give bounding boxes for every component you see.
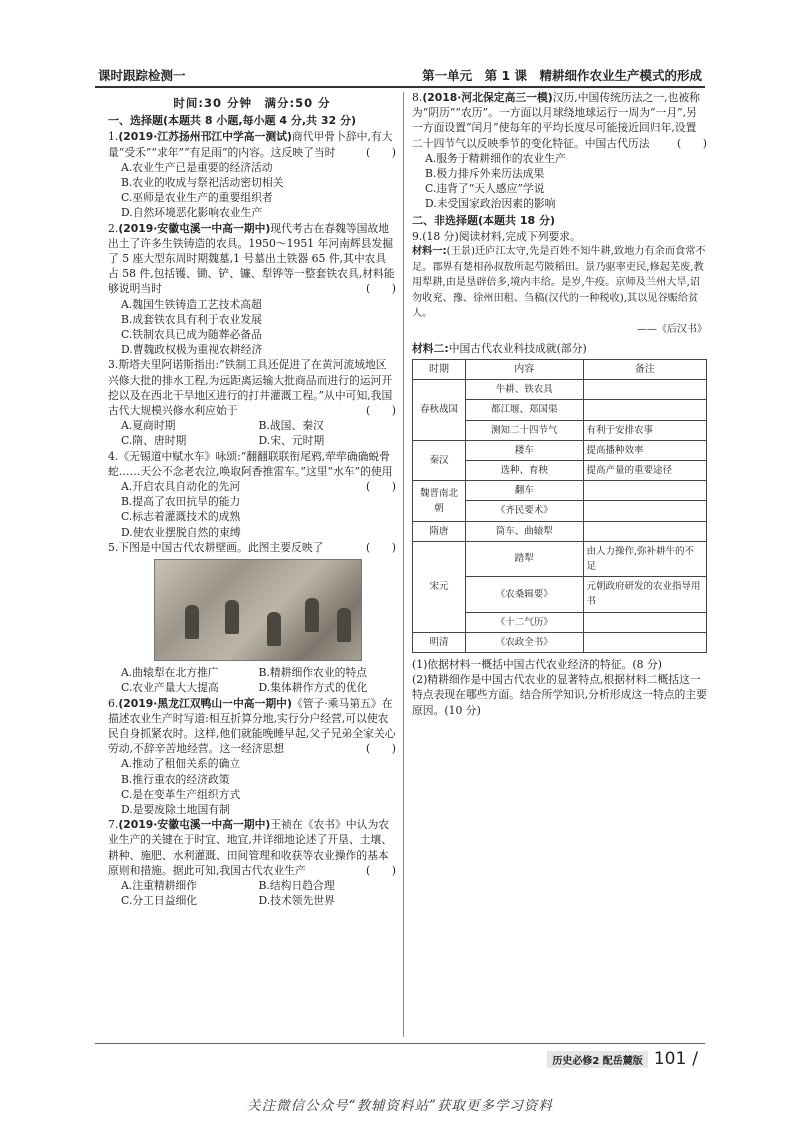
option-c: C.巫师是农业生产的重要组织者 <box>121 191 273 205</box>
figure-shape <box>225 600 239 634</box>
option-c: C.分工日益细化 <box>121 894 198 908</box>
answer-paren: ( ) <box>365 404 396 418</box>
question-text: 《管子·乘马第五》在描述农业生产时写道:相互折算分地,实行分户经营,可以使农民自身抓紧农时。这样,他们就能晚睡早起,父子兄弟全家关心劳动,不辞辛苦地经营。这一经济思想 <box>108 696 396 756</box>
content-cell: 测知二十四节气 <box>465 420 583 440</box>
content-cell: 筒车、曲辕犁 <box>465 521 583 541</box>
material-1-text: (王景)迁庐江太守,先是百姓不知牛耕,致地力有余而食常不足。郡界有楚相孙叔敖所起芍陂稻田。景乃驱率吏民,修起芜废,教用犁耕,由是垦辟倍多,境内丰给。是岁,牛疫。京师及兰州大旱,诏勿收兖、豫、徐州田租、刍稿(汉代的一种税收),其以见谷赈给贫人。 <box>412 246 706 320</box>
option-d: D.曹魏政权极为重视农耕经济 <box>121 343 263 357</box>
ask-1: (1)依据材料一概括中国古代农业经济的特征。(8 分) <box>412 657 662 671</box>
note-cell: 提高播种效率 <box>583 440 707 460</box>
note-cell <box>583 400 707 420</box>
table-row <box>413 440 707 460</box>
book-label: 历史必修2 配岳麓版 <box>547 1051 647 1068</box>
answer-paren: ( ) <box>365 742 396 756</box>
content-cell: 翻车 <box>465 481 583 501</box>
table-row <box>413 521 707 541</box>
note-cell <box>583 521 707 541</box>
note-cell: 有利于安排农事 <box>583 420 707 440</box>
option-d: D.宋、元时期 <box>258 434 325 448</box>
footer-tag <box>547 1049 698 1069</box>
question-source: (2018·河北保定高三一模) <box>422 91 553 104</box>
ask-2: (2)精耕细作是中国古代农业的显著特点,根据材料二概括这一特点表现在哪些方面。结合所学知识,分析形成这一特点的主要原因。(10 分) <box>412 673 707 717</box>
question-text: 现代考古在春魏等国故地出土了许多生铁铸造的农具。1950～1951 年河南辉县发掘了 5 座大型东周时期魏墓,1 号墓出土铁器 65 件,其中农具占 58 件,包括镬、锄、铲、镰、犁铧等一整套铁农具,材料能够说明当时 <box>108 221 395 296</box>
note-cell <box>583 632 707 652</box>
material-1-label: 材料一: <box>412 246 447 258</box>
option-d: D.自然环境恶化影响农业生产 <box>121 206 263 220</box>
option-c: C.铁制农具已成为随葬必备品 <box>121 328 262 342</box>
option-b: B.精耕细作农业的特点 <box>258 666 368 680</box>
question-text: 汉历,中国传统历法之一,也被称为“阴历”“农历”。一方面以月球绕地球运行一周为“一月”,另一方面设置“闰月”使每年的平均长度尽可能接近回归年,设置二十四节气以反映季节的变化特征。中国古代历法 <box>412 91 700 150</box>
page-header <box>98 66 702 86</box>
content-cell: 踏犁 <box>465 541 583 576</box>
left-column <box>108 90 396 908</box>
option-b: B.成套铁农具有利于农业发展 <box>121 312 262 326</box>
question-source: (2019·黑龙江双鸭山一中高一期中) <box>118 696 292 710</box>
header-left: 课时跟踪检测一 <box>98 68 186 83</box>
note-cell: 元朝政府研发的农业指导用书 <box>583 577 707 612</box>
option-c: C.违背了“天人感应”学说 <box>425 182 545 196</box>
table-row <box>413 380 707 400</box>
option-d: D.技术领先世界 <box>258 894 335 908</box>
question-1: 1.(2019·江苏扬州邗江中学高一测试)商代甲骨卜辞中,有大量“受禾”“求年”“有足雨”的内容。这反映了当时 ( ) A.农业生产已是重要的经济活动 B.农业的收成与祭祀活动密切相关 C.巫师是农业生产的重要组织者 D.自然环境恶化影响农业生产 <box>108 130 396 220</box>
option-d: D.集体耕作方式的优化 <box>258 681 368 695</box>
question-3: 3.斯塔夫里阿诺斯指出:“铁制工具还促进了在黄河流域地区兴修大批的排水工程,为远距离运输大批商品而进行的运河开挖以及在西北干旱地区进行的打井灌溉工程。”从中可知,我国古代大规模兴修水利应始于 ( ) A.夏商时期 B.战国、秦汉 C.隋、唐时期 D.宋、元时期 <box>108 358 396 448</box>
section-essay-title: 二、非选择题(本题共 18 分) <box>412 213 556 227</box>
option-d: D.使农业摆脱自然的束缚 <box>121 525 241 539</box>
note-cell: 提高产量的重要途径 <box>583 460 707 480</box>
page-number: 101 <box>653 1049 687 1069</box>
question-5: 5.下图是中国古代农耕壁画。此图主要反映了 ( ) A.曲辕犁在北方推广 B.精耕细作农业的特点 C.农业产量大大提高 D.集体耕作方式的优化 <box>108 540 396 695</box>
option-c: C.农业产量大大提高 <box>121 681 219 695</box>
header-right: 第一单元 第 1 课 精耕细作农业生产模式的形成 <box>422 68 702 83</box>
answer-paren: ( ) <box>365 282 396 296</box>
note-cell <box>583 501 707 521</box>
question-source: (2019·江苏扬州邗江中学高一测试) <box>118 130 292 144</box>
section-choice-title: 一、选择题(本题共 8 小题,每小题 4 分,共 32 分) <box>108 114 357 128</box>
question-intro: 9.(18 分)阅读材料,完成下列要求。 <box>412 229 581 243</box>
content-cell: 都江堰、郑国渠 <box>465 400 583 420</box>
content-cell: 《十二气历》 <box>465 612 583 632</box>
note-cell <box>583 481 707 501</box>
period-cell: 宋元 <box>413 541 466 632</box>
answer-paren: ( ) <box>365 145 396 159</box>
option-b: B.农业的收成与祭祀活动密切相关 <box>121 176 284 190</box>
material-2-title: 中国古代农业科技成就(部分) <box>448 341 587 355</box>
answer-paren: ( ) <box>676 136 707 150</box>
option-a: A.农业生产已是重要的经济活动 <box>121 160 273 174</box>
period-cell: 明清 <box>413 632 466 652</box>
period-cell: 春秋战国 <box>413 380 466 441</box>
question-text: 《无锡道中赋水车》咏颂:“翻翻联联衔尾鸦,荦荦确确蜕骨蛇……天公不念老农泣,唤取阿香推雷车。”这里“水车”的使用 <box>108 449 393 478</box>
question-7: 7.(2019·安徽屯溪一中高一期中)王祯在《农书》中认为农业生产的关键在于时宜、地宜,并详细地论述了开垦、土壤、耕种、施肥、水利灌溉、田间管理和收获等农业操作的基本原则和措施。据此可知,我国古代农业生产 ( ) A.注重精耕细作 B.结构日趋合理 C.分工日益细化 D.技术领先世界 <box>108 818 396 908</box>
time-limit: 时间:30 分钟 满分:50 分 <box>173 96 331 110</box>
option-b: B.推行重农的经济政策 <box>121 772 230 786</box>
option-a: A.魏国生铁铸造工艺技术高超 <box>121 297 262 311</box>
note-cell <box>583 380 707 400</box>
footer-rule <box>95 1043 705 1044</box>
question-text: 王祯在《农书》中认为农业生产的关键在于时宜、地宜,并详细地论述了开垦、土壤、耕种、施肥、水利灌溉、田间管理和收获等农业操作的基本原则和措施。据此可知,我国古代农业生产 <box>108 818 393 877</box>
option-b: B.极力排斥外来历法成果 <box>425 167 545 181</box>
table-header: 备注 <box>583 359 707 379</box>
question-source: (2019·安徽屯溪一中高一期中) <box>118 818 271 832</box>
option-a: A.夏商时期 <box>121 419 176 433</box>
right-column <box>412 90 707 718</box>
figure-shape <box>305 598 319 632</box>
answer-paren: ( ) <box>365 540 396 554</box>
material-1-source: ——《后汉书》 <box>637 323 707 335</box>
period-cell: 隋唐 <box>413 521 466 541</box>
header-rule <box>95 86 705 88</box>
figure-shape <box>185 605 199 639</box>
period-cell: 秦汉 <box>413 440 466 480</box>
table-row <box>413 541 707 576</box>
question-9 <box>412 229 707 718</box>
note-cell <box>583 612 707 632</box>
table-header: 内容 <box>465 359 583 379</box>
content-cell: 《农政全书》 <box>465 632 583 652</box>
option-a: A.服务于精耕细作的农业生产 <box>425 151 566 165</box>
option-b: B.结构日趋合理 <box>258 878 335 892</box>
option-c: C.隋、唐时期 <box>121 434 187 448</box>
material-2-heading <box>412 341 707 356</box>
answer-paren: ( ) <box>365 863 396 877</box>
period-cell: 魏晋南北朝 <box>413 481 466 521</box>
table-header: 时期 <box>413 359 466 379</box>
option-d: D.未受国家政治因素的影响 <box>425 197 556 211</box>
column-divider <box>403 92 404 1037</box>
content-cell: 《齐民要术》 <box>465 501 583 521</box>
question-text: 下图是中国古代农耕壁画。此图主要反映了 <box>118 540 324 554</box>
option-c: C.是在变革生产组织方式 <box>121 787 241 801</box>
question-6: 6.(2019·黑龙江双鸭山一中高一期中)《管子·乘马第五》在描述农业生产时写道:相互折算分地,实行分户经营,可以使农民自身抓紧农时。这样,他们就能晚睡早起,父子兄弟全家关心劳动,不辞辛苦地经营。这一经济思想 ( ) A.推动了租佃关系的确立 B.推行重农的经济政策 C.是在变革生产组织方式 D.是要废除土地国有制 <box>108 696 396 816</box>
question-8: 8.(2018·河北保定高三一模)汉历,中国传统历法之一,也被称为“阴历”“农历”。一方面以月球绕地球运行一周为“一月”,另一方面设置“闰月”使每年的平均长度尽可能接近回归年,设置二十四节气以反映季节的变化特征。中国古代历法 ( ) A.服务于精耕细作的农业生产 B.极力排斥外来历法成果 C.违背了“天人感应”学说 D.未受国家政治因素的影响 <box>412 91 707 211</box>
question-2: 2.(2019·安徽屯溪一中高一期中)现代考古在春魏等国故地出土了许多生铁铸造的农具。1950～1951 年河南辉县发掘了 5 座大型东周时期魏墓,1 号墓出土铁器 65 件,其中农具占 58 件,包括镬、锄、铲、镰、犁铧等一整套铁农具,材料能够说明当时 ( ) A.魏国生铁铸造工艺技术高超 B.成套铁农具有利于农业发展 C.铁制农具已成为随葬必备品 D.曹魏政权极为重视农耕经济 <box>108 221 396 357</box>
question-text: 斯塔夫里阿诺斯指出:“铁制工具还促进了在黄河流域地区兴修大批的排水工程,为远距离运输大批商品而进行的运河开挖以及在西北干旱地区进行的打井灌溉工程。”从中可知,我国古代大规模兴修水利应始于 <box>108 358 393 418</box>
material-2-label: 材料二: <box>412 341 449 355</box>
option-b: B.提高了农田抗旱的能力 <box>121 495 241 509</box>
question-4: 4.《无锡道中赋水车》咏颂:“翻翻联联衔尾鸦,荦荦确确蜕骨蛇……天公不念老农泣,唤取阿香推雷车。”这里“水车”的使用 ( ) A.开启农具自动化的先河 B.提高了农田抗旱的能力 C.标志着灌溉技术的成熟 D.使农业摆脱自然的束缚 <box>108 449 396 539</box>
content-cell: 耧车 <box>465 440 583 460</box>
option-a: A.推动了租佃关系的确立 <box>121 757 241 771</box>
table-body <box>413 380 707 653</box>
farming-mural-image <box>154 559 362 661</box>
option-a: A.注重精耕细作 <box>121 878 198 892</box>
answer-paren: ( ) <box>365 480 396 494</box>
content-cell: 《农桑辑要》 <box>465 577 583 612</box>
bottom-note: 关注微信公众号“教辅资料站”获取更多学习资料 <box>247 1098 553 1114</box>
table-row <box>413 632 707 652</box>
table-row <box>413 481 707 501</box>
table-header-row <box>413 359 707 379</box>
option-c: C.标志着灌溉技术的成熟 <box>121 510 241 524</box>
note-cell: 由人力操作,弥补耕牛的不足 <box>583 541 707 576</box>
content-cell: 选种、育秧 <box>465 460 583 480</box>
material-1 <box>412 244 707 322</box>
question-text: 商代甲骨卜辞中,有大量“受禾”“求年”“有足雨”的内容。这反映了当时 <box>108 130 393 159</box>
page-slash-mark: / <box>692 1049 698 1069</box>
option-d: D.是要废除土地国有制 <box>121 802 230 816</box>
option-a: A.开启农具自动化的先河 <box>121 480 241 494</box>
agri-tech-table <box>412 359 707 653</box>
question-source: (2019·安徽屯溪一中高一期中) <box>118 221 271 235</box>
figure-shape <box>267 612 281 646</box>
figure-shape <box>337 608 351 642</box>
content-cell: 牛耕、铁农具 <box>465 380 583 400</box>
option-b: B.战国、秦汉 <box>258 419 324 433</box>
option-a: A.曲辕犁在北方推广 <box>121 666 219 680</box>
